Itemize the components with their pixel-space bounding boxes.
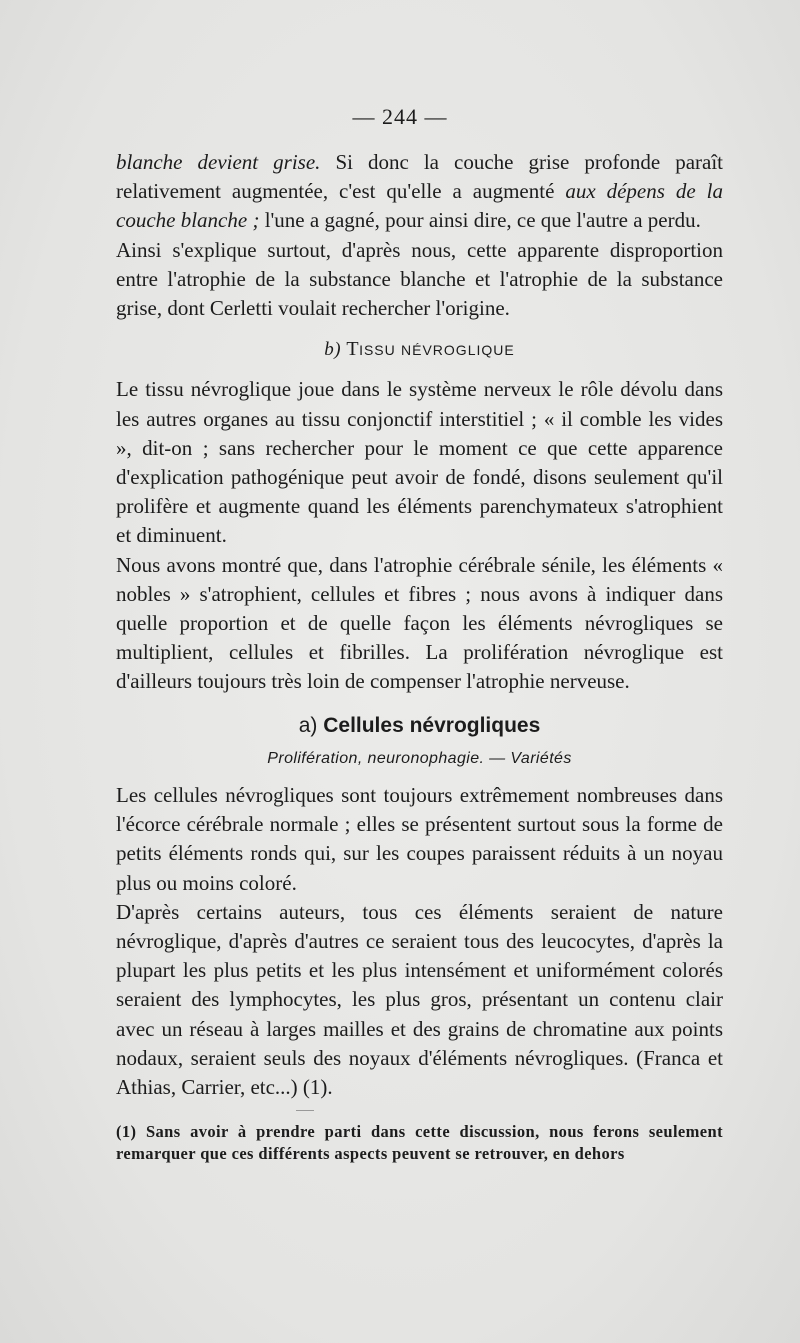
subsection-rest: ISSU (359, 342, 396, 359)
paragraph-3: Le tissu névroglique joue dans le système nerveux le rôle dévolu dans les autres organes au tissu conjonctif interstitiel ; « il comble les vides », dit-on ; sans rechercher pour le moment ce que cette apparence d'explication pathogénique peut avoir de fondé, disons seulement qu'il prolifère et augmente quand les éléments parenchymateux s'atrophient et diminuent. (116, 377, 723, 548)
paragraph-1-italic-a: blanche devient grise. (116, 150, 321, 174)
subsection-cap: T (346, 338, 360, 361)
section-prefix: a) (298, 713, 318, 737)
paragraph-1-italic-b: aux dépens de la couche blanche ; (116, 179, 723, 233)
page-body (116, 148, 723, 1165)
section-subtitle: Prolifération, neuronophagie. — Variétés (267, 749, 572, 767)
paragraph-4: Nous avons montré que, dans l'atrophie cérébrale sénile, les éléments « nobles » s'atrophient, cellules et fibres ; nous avons à indiquer dans quelle proportion et de quelle façon les éléments névrogliques se multiplient, cellules et fibrilles. La prolifération névroglique est d'ailleurs toujours très loin de compenser l'atrophie nerveuse. (116, 552, 723, 694)
paragraph-1 (116, 148, 723, 236)
paragraph-6: D'après certains auteurs, tous ces éléments seraient de nature névroglique, d'après d'autres ce seraient tous des leucocytes, d'après la plupart les plus petits et les plus intensément et uniformément colorés seraient des lymphocytes, les plus gros, présentant un contenu clair avec un réseau à larges mailles et des grains de chromatine aux points nodaux, seraient seuls des noyaux d'éléments névrogliques. (Franca et Athias, Carrier, etc...) (1). (116, 899, 723, 1100)
subsection-heading (116, 335, 723, 365)
paragraph-5: Les cellules névrogliques sont toujours extrêmement nombreuses dans l'écorce cérébrale normale ; elles se présentent surtout sous la forme de petits éléments ronds qui, sur les coupes paraissent réduits à un noyau plus ou moins coloré. (116, 783, 723, 895)
subsection-letter: b) (324, 339, 342, 361)
footnote-separator (296, 1110, 314, 1111)
paragraph-1-text-b: l'une a gagné, pour ainsi dire, ce que l'autre a perdu. (259, 208, 701, 233)
paragraph-2 (116, 236, 723, 324)
page-number: — 244 — (352, 104, 448, 129)
paragraph-1-text-a: Si donc la couche grise profonde paraît relativement augmentée, c'est qu'elle a augmenté (116, 150, 724, 204)
section-title (116, 711, 723, 740)
footnote: (1) Sans avoir à prendre parti dans cette discussion, nous ferons seulement remarquer que ces différents aspects peuvent se retrouver, en dehors (116, 1122, 723, 1164)
section-title-text: Cellules névrogliques (323, 713, 541, 737)
paragraph-2-text: Ainsi s'explique surtout, d'après nous, cette apparente disproportion entre l'atrophie de la substance blanche et l'atrophie de la substance grise, dont Cerletti voulait rechercher l'origine. (116, 237, 723, 321)
subsection-word: NÉVROGLIQUE (401, 342, 515, 359)
